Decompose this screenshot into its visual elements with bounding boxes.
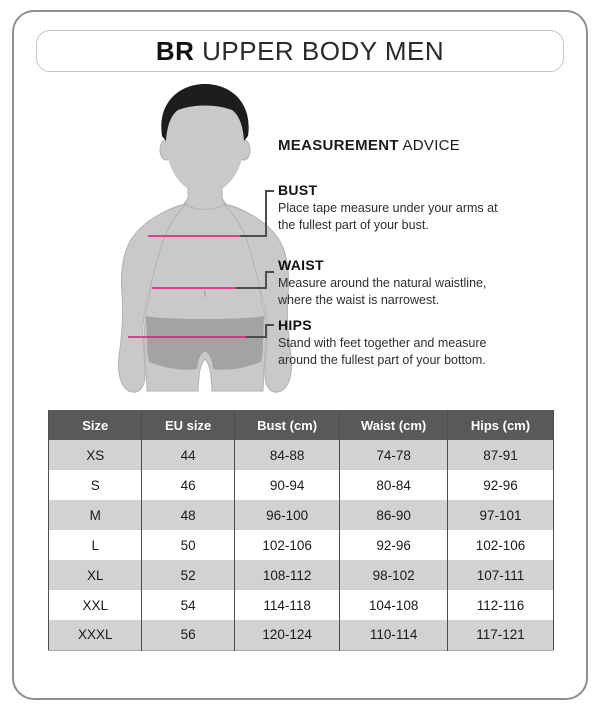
page-title: UPPER BODY MEN [194,35,445,66]
column-header-size: Size [49,410,142,440]
size-table-body [49,440,554,650]
size-table-cell: 96-100 [234,500,340,530]
size-table-cell: 56 [142,620,234,650]
advice-item-bust [278,182,528,234]
advice-item-hips [278,317,528,369]
size-table-cell: 107-111 [447,560,553,590]
page-title-brand: BR [155,35,195,66]
size-table-cell: 54 [142,590,234,620]
size-table-cell: XL [49,560,142,590]
size-table-cell: 102-106 [447,530,553,560]
size-table-cell: 92-96 [340,530,448,560]
advice-text [278,275,528,309]
advice-heading-rest: ADVICE [398,137,461,154]
size-table-cell: L [49,530,142,560]
size-table-row [49,560,554,590]
advice-label: BUST [278,182,318,198]
size-table-cell: 108-112 [234,560,340,590]
size-table-cell: 90-94 [234,470,340,500]
advice-text-line: Stand with feet together and measure [278,336,487,350]
advice-text [278,335,528,369]
advice-text-line: the fullest part of your bust. [278,218,429,232]
column-header-waist: Waist (cm) [340,410,448,440]
size-table-row [49,530,554,560]
size-table-cell: 97-101 [447,500,553,530]
size-table-cell: 87-91 [447,440,553,470]
size-table-cell: XS [49,440,142,470]
size-table-cell: 44 [142,440,234,470]
advice-heading [278,137,460,154]
size-table-cell: 114-118 [234,590,340,620]
size-table-cell: 110-114 [340,620,448,650]
size-table-cell: M [49,500,142,530]
size-table-cell: S [49,470,142,500]
size-table-cell: XXL [49,590,142,620]
advice-text-line: around the fullest part of your bottom. [278,353,486,367]
size-table-cell: 102-106 [234,530,340,560]
advice-text-line: Measure around the natural waistline, [278,276,487,290]
size-table-header-row [49,410,554,440]
size-table-cell: 112-116 [447,590,553,620]
column-header-hips: Hips (cm) [447,410,553,440]
size-table-cell: 52 [142,560,234,590]
size-table-cell: 50 [142,530,234,560]
size-table-cell: 80-84 [340,470,448,500]
size-table-row [49,500,554,530]
size-table-cell: XXXL [49,620,142,650]
advice-text-line: where the waist is narrowest. [278,293,440,307]
shorts-shape [146,316,264,370]
size-table-cell: 92-96 [447,470,553,500]
size-table-cell: 74-78 [340,440,448,470]
advice-label: HIPS [278,317,312,333]
size-table-cell: 120-124 [234,620,340,650]
size-table-cell: 48 [142,500,234,530]
size-table-cell: 46 [142,470,234,500]
advice-label: WAIST [278,257,324,273]
advice-text [278,200,528,234]
size-table [48,410,554,651]
size-table-row [49,590,554,620]
advice-text-line: Place tape measure under your arms at [278,201,498,215]
size-table-row [49,440,554,470]
size-table-cell: 86-90 [340,500,448,530]
size-table-cell: 84-88 [234,440,340,470]
size-table-row [49,620,554,650]
size-table-cell: 104-108 [340,590,448,620]
column-header-eu: EU size [142,410,234,440]
size-table-cell: 98-102 [340,560,448,590]
column-header-bust: Bust (cm) [234,410,340,440]
advice-item-waist [278,257,528,309]
size-table-cell: 117-121 [447,620,553,650]
size-table-row [49,470,554,500]
advice-heading-bold: MEASUREMENT [278,137,399,154]
